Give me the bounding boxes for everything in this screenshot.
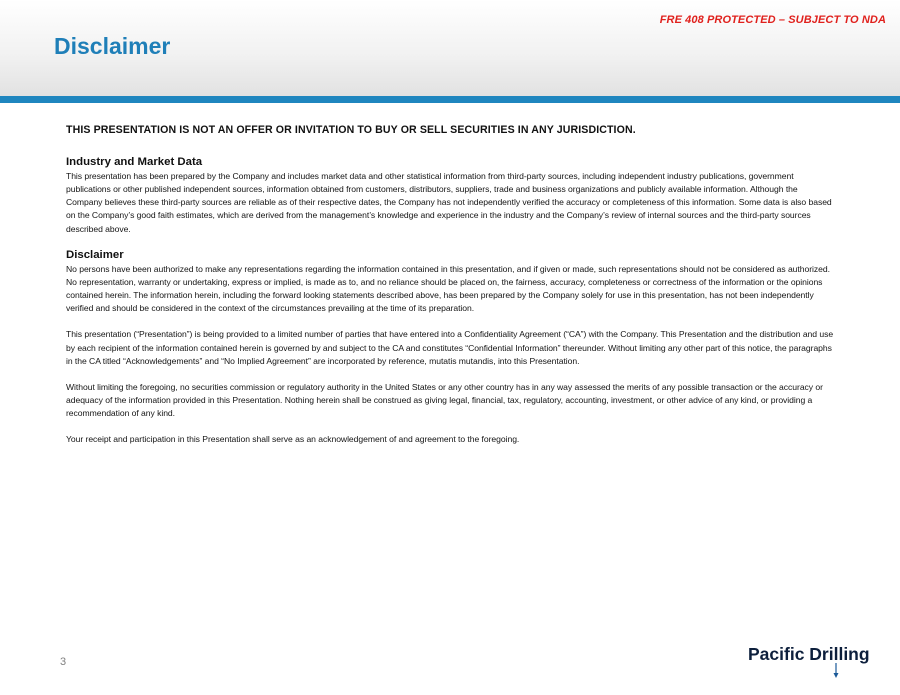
company-logo [748, 639, 874, 683]
section-heading-disclaimer: Disclaimer [66, 248, 124, 261]
header-rule [0, 96, 900, 103]
section-heading-industry: Industry and Market Data [66, 156, 203, 168]
logo-drill-bit-icon [834, 673, 839, 678]
paragraph-representations: No persons have been authorized to make any representations regarding the information contained in this presentation, and if given or made, such representations should not be considered as authorized. No representation, warranty or undertaking, express or implied, is made as to, and no reliance should be placed on, the fairness, accuracy, completeness or correctness of the information or the opinions contained herein. The information herein, including the forward looking statements described above, has been prepared by the Company solely for use in this presentation, has not been independently verified and should be considered in the context of the circumstances prevailing at the time of its preparation. [66, 263, 830, 314]
paragraph-regulatory: Without limiting the foregoing, no securities commission or regulatory authority in the United States or any other country has in any way assessed the merits of any possible transaction or the accuracy or adequacy of the information provided in this Presentation. Nothing herein shall be construed as giving legal, financial, tax, regulatory, accounting, investment, or other advice of any kind, or providing a recommendation of any kind. [66, 381, 823, 419]
disclaimer-content [66, 124, 836, 447]
lead-statement: THIS PRESENTATION IS NOT AN OFFER OR INVITATION TO BUY OR SELL SECURITIES IN ANY JURISDICTION. [66, 124, 636, 136]
paragraph-industry: This presentation has been prepared by the Company and includes market data and other statistical information from third-party sources, including independent industry publications, government publications or other published independent sources, information obtained from customers, distributors, suppliers, trade and business organizations and publicly available information. Although the Company believes these third-party sources are reliable as of their respective dates, the Company has not independently verified the accuracy or completeness of this information. Some data is also based on the Company’s good faith estimates, which are derived from the management’s knowledge and experience in the industry and the Company’s review of internal sources and the third-party sources described above. [66, 171, 832, 234]
paragraph-acknowledgement: Your receipt and participation in this Presentation shall serve as an acknowledgement of and agreement to the foregoing. [66, 434, 520, 445]
page-number: 3 [60, 656, 67, 668]
paragraph-confidentiality: This presentation (“Presentation”) is being provided to a limited number of parties that have entered into a Confidentiality Agreement (“CA”) with the Company. This Presentation and the distribution and use by each recipient of the information contained herein is governed by and subject to the CA and constitutes “Confidential Information” thereunder. Without limiting any other part of this notice, the paragraphs in the CA titled “Acknowledgements” and “No Implied Agreement” are incorporated by reference, mutatis mutandis, into this Presentation. [66, 329, 834, 366]
nda-notice: FRE 408 PROTECTED – SUBJECT TO NDA [659, 14, 886, 26]
page-title: Disclaimer [54, 33, 171, 59]
logo-wordmark: Pacific Drilling [748, 644, 870, 664]
pacific-drilling-logo-icon [748, 639, 874, 683]
